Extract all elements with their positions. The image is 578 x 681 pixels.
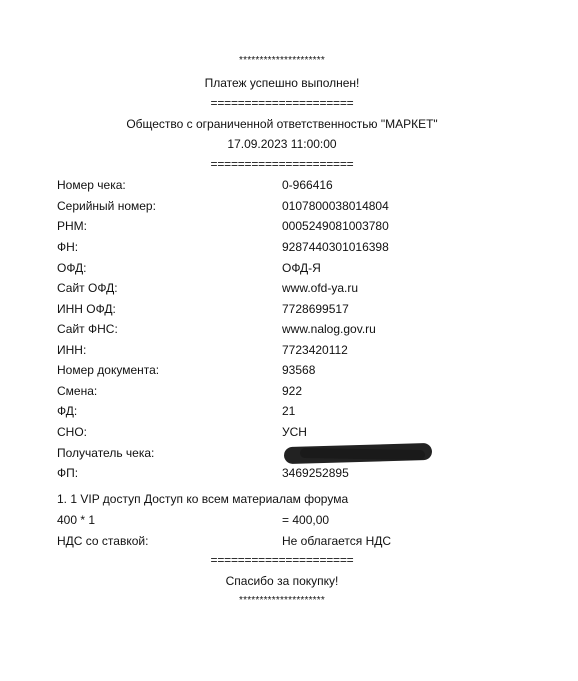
thanks-message: Спасибо за покупку! [225,574,339,588]
detail-row-sno [57,424,537,440]
detail-label: Номер чека: [57,178,126,192]
separator-top-1: ===================== [210,96,354,110]
detail-value: 21 [282,404,296,418]
detail-value: 7723420112 [282,343,348,357]
detail-label: Номер документа: [57,363,160,377]
detail-row-ofd-inn [57,301,537,317]
item-vat-label: НДС со ставкой: [57,534,149,548]
company-name: Общество с ограниченной ответственностью "МАРКЕТ" [126,117,438,131]
redaction-mark-inner [300,448,425,460]
detail-row-fns-site [57,321,537,337]
detail-row-inn [57,342,537,358]
detail-label: ФН: [57,240,79,254]
detail-value: www.ofd-ya.ru [282,281,359,295]
detail-value: УСН [282,425,307,439]
detail-row-ofd-site [57,280,537,296]
detail-row-rnm [57,218,537,234]
detail-value: 7728699517 [282,302,349,316]
detail-row-ofd [57,260,537,276]
detail-value: www.nalog.gov.ru [282,322,376,336]
detail-value: 0-966416 [282,178,333,192]
detail-row-serial-number [57,198,537,214]
detail-value: 9287440301016398 [282,240,389,254]
detail-label: Сайт ФНС: [57,322,118,336]
detail-value: 922 [282,384,303,398]
detail-label: ОФД: [57,261,87,275]
detail-row-fp [57,465,537,481]
item-vat-value: Не облагается НДС [282,534,392,548]
item-qty-label: 400 * 1 [57,513,96,527]
stars-top-line: ********************* [239,55,325,66]
item-title: 1. 1 VIP доступ Доступ ко всем материалам форума [57,492,349,506]
detail-label: ИНН ОФД: [57,302,116,316]
detail-row-fn [57,239,537,255]
separator-bottom: ===================== [210,553,354,567]
detail-label: ФП: [57,466,79,480]
item-title-row [57,491,537,507]
detail-label: РНМ: [57,219,87,233]
separator-top-2: ===================== [210,157,354,171]
detail-label: Сайт ОФД: [57,281,118,295]
detail-row-document-number [57,362,537,378]
stars-bottom-line: ********************* [239,595,325,606]
detail-label: Получатель чека: [57,446,155,460]
item-qty-row [57,512,537,528]
detail-label: Смена: [57,384,98,398]
payment-status: Платеж успешно выполнен! [204,76,360,90]
detail-value: ОФД-Я [282,261,321,275]
item-vat-row [57,533,537,549]
detail-label: Серийный номер: [57,199,156,213]
receipt-datetime: 17.09.2023 11:00:00 [227,137,337,151]
item-qty-value: = 400,00 [282,513,330,527]
detail-value: 0005249081003780 [282,219,389,233]
detail-row-fd [57,403,537,419]
detail-row-shift [57,383,537,399]
detail-value: 3469252895 [282,466,349,480]
detail-value: 0107800038014804 [282,199,389,213]
detail-label: СНО: [57,425,87,439]
detail-label: ФД: [57,404,78,418]
detail-row-receipt-number [57,177,537,193]
detail-value: 93568 [282,363,316,377]
detail-label: ИНН: [57,343,87,357]
